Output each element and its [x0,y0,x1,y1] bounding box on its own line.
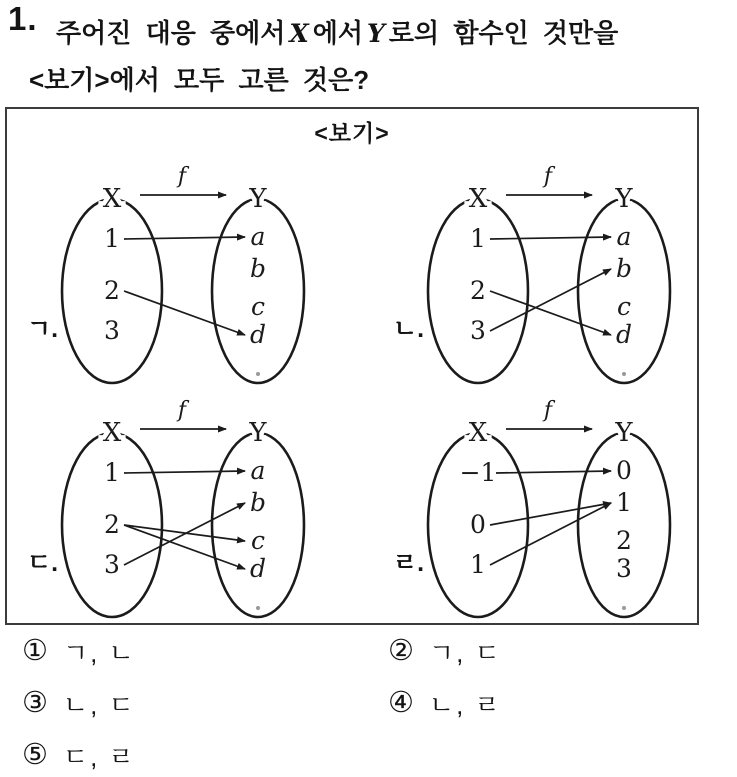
watermark-dot [622,606,626,610]
y-element: b [249,254,267,283]
x-element: 2 [104,510,120,539]
y-element: 0 [616,456,632,485]
x-element: −1 [459,458,497,487]
option-4-number: ④ [388,687,414,719]
boki-title: <보기> [314,120,390,146]
watermark-dot [256,606,260,610]
option-3-number: ③ [22,687,48,719]
diagram-cell-r [373,397,718,625]
y-element: a [250,222,266,251]
diagram-cell-d [7,397,352,625]
set-x-label: X [468,184,488,214]
x-element: 2 [104,276,120,305]
question-text-line1 [56,13,618,50]
question-number: 1. [8,0,38,37]
y-element: a [250,456,266,485]
watermark-dot [622,372,626,376]
x-element: 1 [104,224,120,253]
mapping-diagram [406,163,706,391]
option-4-text: ㄴ, ㄹ [429,690,502,720]
question-text-suffix: 로의 함수인 것만을 [388,18,619,48]
option-3-text: ㄴ, ㄷ [63,690,136,720]
mapping-diagram [40,397,340,625]
diagram-label-r: ㄹ. [393,549,425,577]
y-element: d [615,320,633,349]
y-element: c [616,292,632,321]
answer-option-4[interactable] [388,685,502,722]
mapping-arrow [124,291,245,335]
y-element: d [249,554,267,583]
set-y-label: Y [615,418,633,448]
y-element: 2 [616,526,632,555]
y-element: b [249,488,267,517]
x-element: 1 [104,458,120,487]
mapping-arrow [124,237,245,239]
watermark-dot [256,372,260,376]
mapping-diagram [406,397,706,625]
mapping-diagram [40,163,340,391]
diagram-cell-g [7,163,352,391]
option-5-text: ㄷ, ㄹ [63,742,136,772]
x-element: 0 [470,510,486,539]
diagram-label-n: ㄴ. [393,315,425,343]
mapping-arrow [490,503,611,565]
variable-x: X [289,19,309,48]
question-text-mid: 에서 [312,18,364,48]
f-label: f [543,164,553,189]
mapping-arrow [490,237,611,239]
mapping-arrow [124,525,245,569]
option-1-number: ① [22,635,48,667]
option-2-text: ㄱ, ㄷ [429,638,502,668]
f-label: f [543,398,553,423]
diagram-cell-n [373,163,718,391]
mapping-arrow [490,269,611,331]
set-x-label: X [102,418,122,448]
f-label: f [177,398,187,423]
y-element: a [616,222,632,251]
answer-option-3[interactable] [22,685,136,722]
set-y-label: Y [249,184,267,214]
y-element: c [250,292,266,321]
mapping-arrow [124,471,245,473]
option-5-number: ⑤ [22,739,48,771]
mapping-arrow [490,503,611,525]
x-element: 3 [470,316,486,345]
x-element: 3 [104,550,120,579]
y-element: 1 [616,488,632,517]
mapping-arrow [490,291,611,335]
diagram-label-d: ㄷ. [27,549,59,577]
answer-option-5[interactable] [22,737,136,774]
mapping-arrow [124,503,245,565]
y-element: 3 [616,554,632,583]
y-element: b [615,254,633,283]
mapping-arrow [124,525,245,541]
answer-option-1[interactable] [22,633,136,670]
set-x-label: X [468,418,488,448]
answer-option-2[interactable] [388,633,502,670]
boki-box [5,107,699,625]
set-y-label: Y [249,418,267,448]
question-text-prefix: 주어진 대응 중에서 [56,18,286,48]
option-1-text: ㄱ, ㄴ [63,638,136,668]
x-element: 3 [104,316,120,345]
f-label: f [177,164,187,189]
set-y-label: Y [615,184,633,214]
question-text-line2: <보기>에서 모두 고른 것은? [29,65,370,95]
x-element: 1 [470,550,486,579]
y-element: d [249,320,267,349]
option-2-number: ② [388,635,414,667]
mapping-arrow [496,471,611,473]
y-element: c [250,526,266,555]
x-element: 1 [470,224,486,253]
variable-y: Y [367,19,385,48]
diagram-label-g: ㄱ. [27,315,59,343]
x-element: 2 [470,276,486,305]
set-x-label: X [102,184,122,214]
